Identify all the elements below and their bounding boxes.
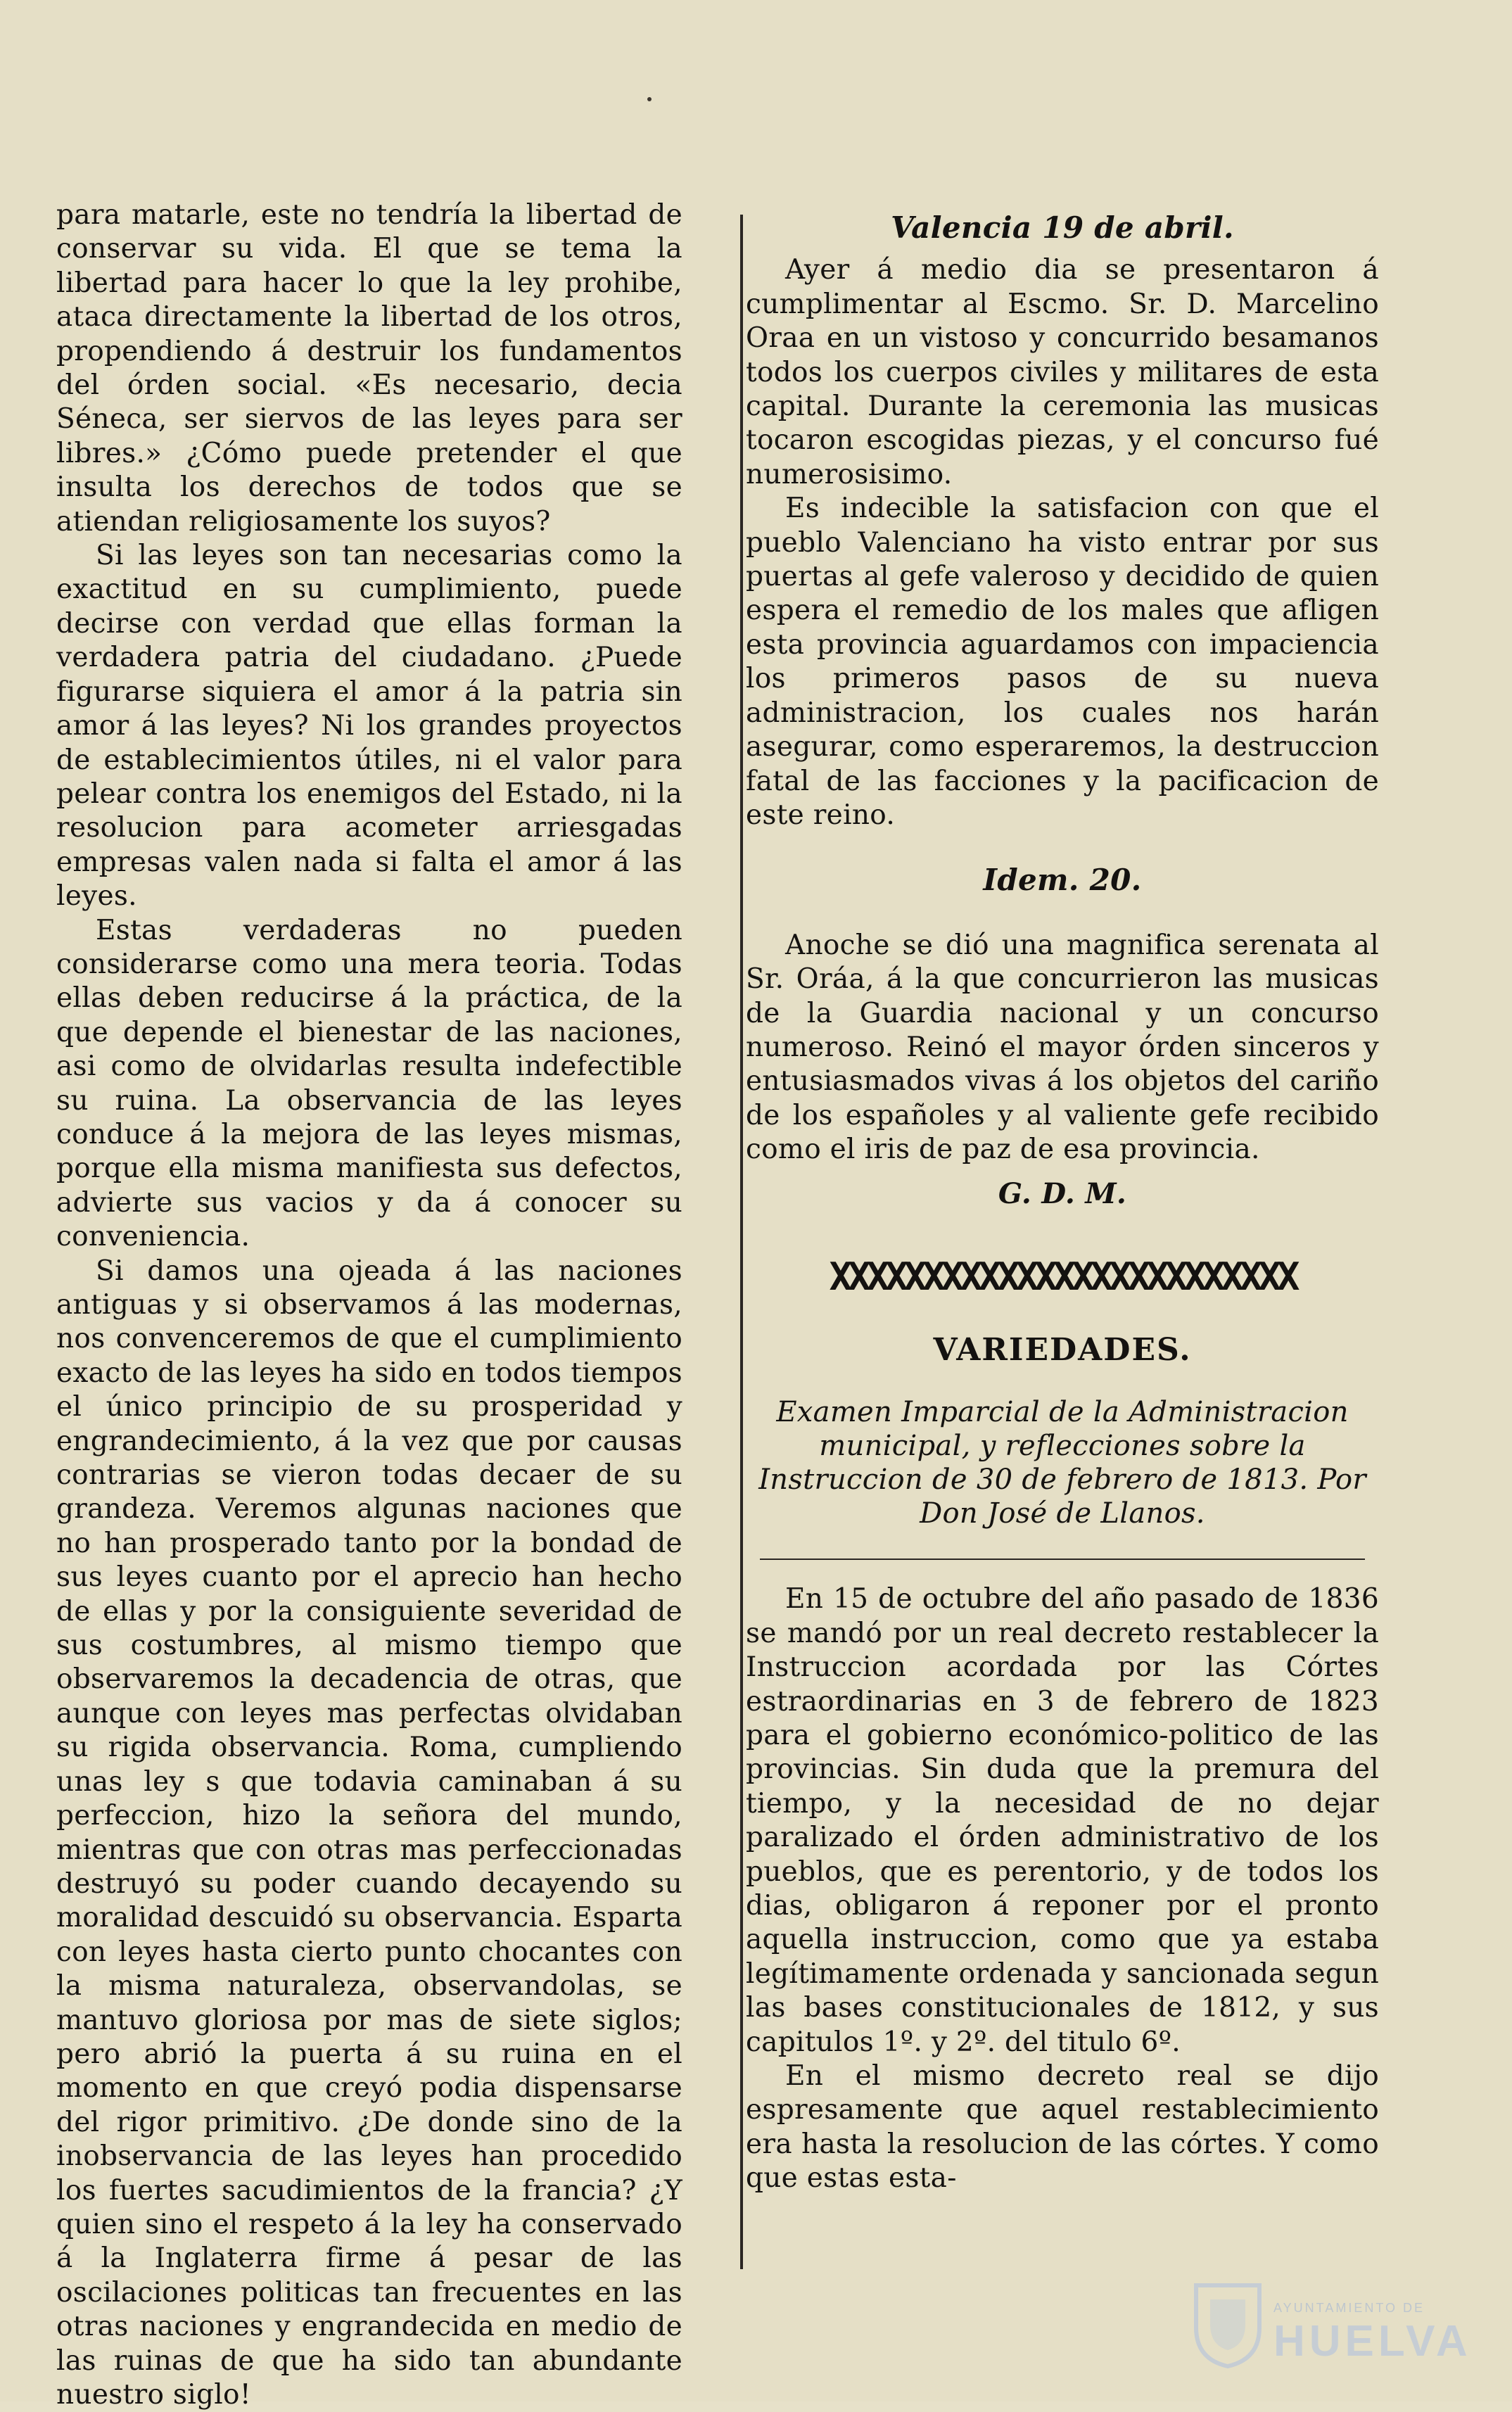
ornamental-divider: XXXXXXXXXXXXXXXXXXXXXXXXX xyxy=(829,1259,1296,1294)
news-paragraph: Anoche se dió una magnifica serenata al Sr. Oráa, á la que concurrieron las musicas de la Guardia nacional y un concurso numeroso. Reinó el mayor órden sinceros y entusiasmados vivas á los objetos del cariño de los españoles y al valiente gefe recibido como el iris de paz de esa provincia. xyxy=(746,929,1379,1166)
article-paragraph: Si las leyes son tan necesarias como la exactitud en su cumplimiento, puede decirse con verdad que ellas forman la verdadera patria del ciudadano. ¿Puede figurarse siquiera el amor á la patria sin amor á las leyes? Ni los grandes proyectos de establecimientos útiles, ni el valor para pelear contra los enemigos del Estado, ni la resolucion para acometer arriesgadas empresas valen nada si falta el amor á las leyes. xyxy=(56,540,682,913)
article-paragraph: Si damos una ojeada á las naciones antiguas y si observamos á las modernas, nos convenceremos de que el cumplimiento exacto de las leyes ha sido en todos tiempos el único principio de su prosperidad y engrandecimiento, á la vez que por causas contrarias se vieron todas decaer de su grandeza. Veremos algunas naciones que no han prosperado tanto por la bondad de sus leyes cuanto por el aprecio han hecho de ellas y por la consiguiente severidad de sus costumbres, al mismo tiempo que observaremos la decadencia de otras, que aunque con leyes mas perfectas olvidaban su rigida observancia. Roma, cumpliendo unas ley s que todavia caminaban á su perfeccion, hizo la señora del mundo, mientras que con otras mas perfeccionadas destruyó su poder cuando decayendo su moralidad descuidó su observancia. Esparta con leyes hasta cierto punto chocantes con la misma naturaleza, observandolas, se mantuvo gloriosa por mas de siete siglos; pero abrió la puerta á su ruina en el momento en que creyó podia dispensarse del rigor primitivo. ¿De donde sino de la inobservancia de las leyes han procedido los fuertes sacudimientos de la francia? ¿Y quien sino el respeto á la ley ha conservado á la Inglaterra firme á pesar de las oscilaciones politicas tan frecuentes en las otras naciones y engrandecida en medio de las ruinas de que ha sido tan abundante nuestro siglo! xyxy=(56,1255,682,2411)
news-paragraph: Es indecible la satisfacion con que el pueblo Valenciano ha visto entrar por sus puertas al gefe valeroso y decidido de quien espera el remedio de los males que afligen esta provincia aguardamos con impaciencia los primeros pasos de su nueva administracion, los cuales nos harán asegurar, como esperaremos, la destruccion fatal de las facciones y la pacificacion de este reino. xyxy=(746,493,1379,831)
column-divider xyxy=(740,215,743,2269)
section-subtitle: Examen Imparcial de la Administracion municipal, y reflecciones sobre la Instruccion de 30 de febrero de 1813. Por Don José de Llanos. xyxy=(758,1396,1366,1530)
page-mark xyxy=(647,97,652,101)
watermark-big-text: HUELVA xyxy=(1273,2317,1472,2366)
coat-of-arms-icon xyxy=(1189,2278,1266,2370)
article-paragraph: En el mismo decreto real se dijo espresamente que aquel restablecimiento era hasta la resolucion de las córtes. Y como que estas esta- xyxy=(746,2060,1379,2195)
subtitle-rule xyxy=(760,1559,1365,1560)
signature: G. D. M. xyxy=(998,1176,1127,1210)
news-paragraph: Ayer á medio dia se presentaron á cumplimentar al Escmo. Sr. D. Marcelino Oraa en un vistoso y concurrido besamanos todos los cuerpos civiles y militares de esta capital. Durante la ceremonia las musicas tocaron escogidas piezas, y el concurso fué numerosisimo. xyxy=(746,254,1379,490)
archive-watermark xyxy=(1189,2273,1470,2378)
left-column xyxy=(56,198,682,2412)
article-paragraph: Estas verdaderas no pueden considerarse como una mera teoria. Todas ellas deben reducirse á la práctica, de la que depende el bienestar de las naciones, asi como de olvidarlas resulta indefectible su ruina. La observancia de las leyes conduce á la mejora de las leyes mismas, porque ella misma manifiesta sus defectos, advierte sus vacios y da á conocer su conveniencia. xyxy=(56,914,682,1253)
article-paragraph: para matarle, este no tendría la libertad de conservar su vida. El que se tema la libertad para hacer lo que la ley prohibe, ataca directamente la libertad de los otros, propendiendo á destruir los fundamentos del órden social. «Es necesario, decia Séneca, ser siervos de las leyes para ser libres.» ¿Cómo puede pretender el que insulta los derechos de todos que se atiendan religiosamente los suyos? xyxy=(56,199,682,538)
article-paragraph: En 15 de octubre del año pasado de 1836 se mandó por un real decreto restablecer la Instruccion acordada por las Córtes estraordinarias en 3 de febrero de 1823 para el gobierno económico-politico de las provincias. Sin duda que la premura del tiempo, y la necesidad de no dejar paralizado el órden administrativo de los pueblos, que es perentorio, y de todos los dias, obligaron á reponer por el pronto aquella instruccion, como que ya estaba legítimamente ordenada y sancionada segun las bases constitucionales de 1812, y sus capitulos 1º. y 2º. del titulo 6º. xyxy=(746,1583,1379,2058)
dateline: Valencia 19 de abril. xyxy=(891,210,1234,245)
right-column xyxy=(746,198,1379,2196)
section-title: VARIEDADES. xyxy=(933,1331,1192,1368)
dateline: Idem. 20. xyxy=(983,863,1142,898)
watermark-small-text: AYUNTAMIENTO DE xyxy=(1273,2301,1425,2315)
